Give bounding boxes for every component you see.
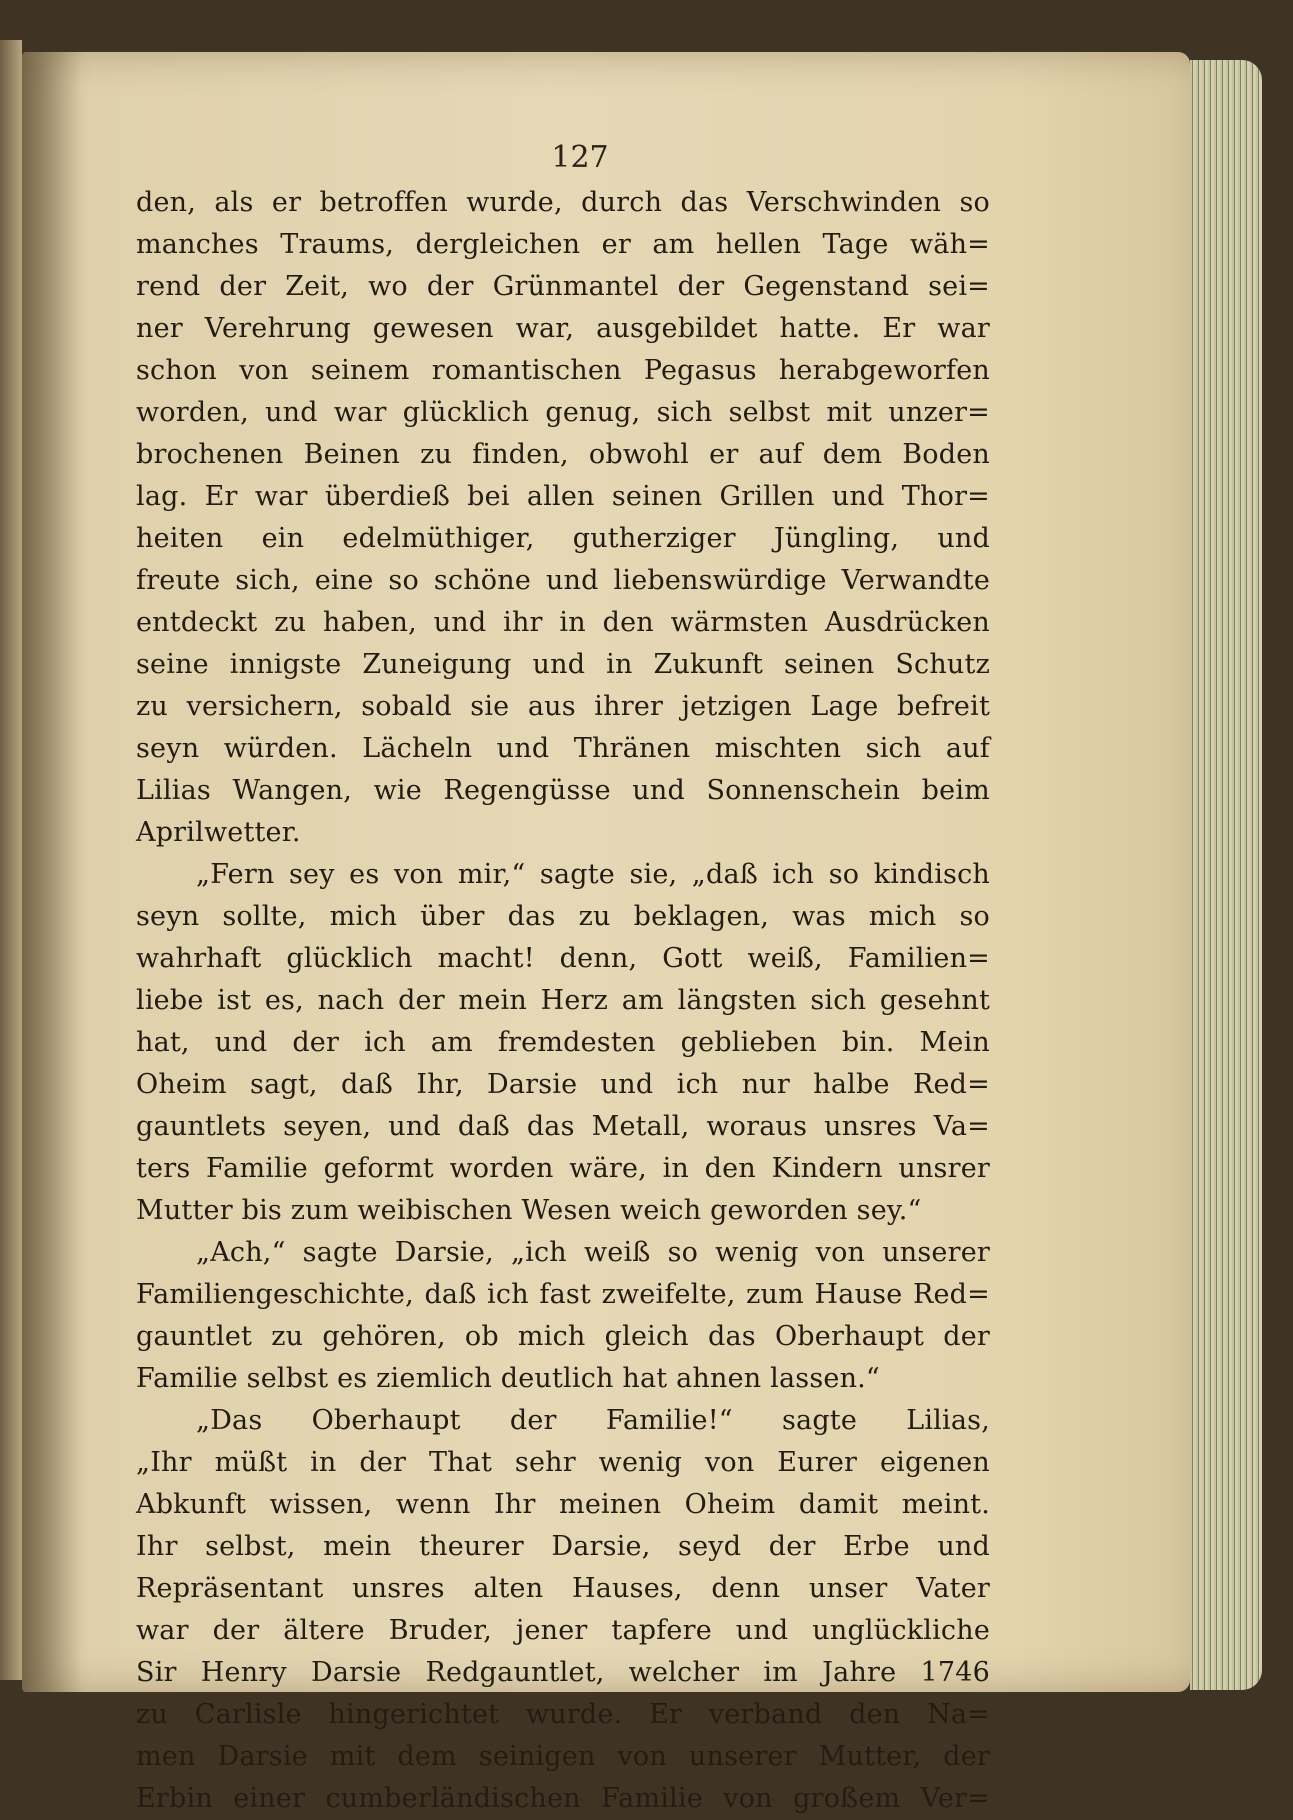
text-line: Abkunft wissen, wenn Ihr meinen Oheim damit meint.	[136, 1489, 990, 1520]
text-line: schon von seinem romantischen Pegasus herabgeworfen	[136, 355, 990, 386]
binding-shadow	[22, 52, 82, 1692]
text-line: Sir Henry Darsie Redgauntlet, welcher im Jahre 1746	[136, 1657, 990, 1688]
text-line: Repräsentant unsres alten Hauses, denn unser Vater	[136, 1573, 990, 1604]
left-page-edge	[0, 40, 22, 1680]
text-line: Aprilwetter.	[136, 817, 301, 848]
text-line: Lilias Wangen, wie Regengüsse und Sonnenschein beim	[136, 775, 990, 806]
text-line: zu versichern, sobald sie aus ihrer jetzigen Lage befreit	[136, 691, 990, 722]
text-line: den, als er betroffen wurde, durch das Verschwinden so	[136, 187, 990, 218]
text-line: wahrhaft glücklich macht! denn, Gott weiß, Familien=	[136, 943, 990, 974]
page-edges	[1190, 60, 1262, 1690]
text-line: brochenen Beinen zu finden, obwohl er auf dem Boden	[136, 439, 990, 470]
text-line: seyn sollte, mich über das zu beklagen, was mich so	[136, 901, 990, 932]
text-line: men Darsie mit dem seinigen von unserer Mutter, der	[136, 1741, 990, 1772]
text-line: freute sich, eine so schöne und liebenswürdige Verwandte	[136, 565, 990, 596]
text-line: gauntlet zu gehören, ob mich gleich das Oberhaupt der	[136, 1321, 990, 1352]
text-line: rend der Zeit, wo der Grünmantel der Gegenstand sei=	[136, 271, 990, 302]
text-line: seine innigste Zuneigung und in Zukunft seinen Schutz	[136, 649, 990, 680]
page-number: 127	[551, 140, 609, 175]
text-line: liebe ist es, nach der mein Herz am längsten sich gesehnt	[136, 985, 990, 1016]
body-text	[136, 182, 990, 1820]
text-line: Familie selbst es ziemlich deutlich hat ahnen lassen.“	[136, 1363, 880, 1394]
text-line: seyn würden. Lächeln und Thränen mischten sich auf	[136, 733, 990, 764]
text-line: worden, und war glücklich genug, sich selbst mit unzer=	[136, 397, 990, 428]
text-line: ner Verehrung gewesen war, ausgebildet hatte. Er war	[136, 313, 990, 344]
text-line: entdeckt zu haben, und ihr in den wärmsten Ausdrücken	[136, 607, 990, 638]
text-line: Ihr selbst, mein theurer Darsie, seyd der Erbe und	[136, 1531, 990, 1562]
text-line: Familiengeschichte, daß ich fast zweifelte, zum Hause Red=	[136, 1279, 990, 1310]
text-line: heiten ein edelmüthiger, gutherziger Jüngling, und	[136, 523, 990, 554]
text-line: Erbin einer cumberländischen Familie von großem Ver=	[136, 1783, 990, 1814]
text-line: gauntlets seyen, und daß das Metall, woraus unsres Va=	[136, 1111, 990, 1142]
text-line: Oheim sagt, daß Ihr, Darsie und ich nur halbe Red=	[136, 1069, 990, 1100]
text-line: „Das Oberhaupt der Familie!“ sagte Lilias,	[196, 1405, 990, 1436]
text-line: manches Traums, dergleichen er am hellen Tage wäh=	[136, 229, 990, 260]
text-line: lag. Er war überdieß bei allen seinen Grillen und Thor=	[136, 481, 990, 512]
text-line: war der ältere Bruder, jener tapfere und unglückliche	[136, 1615, 990, 1646]
text-line: Mutter bis zum weibischen Wesen weich geworden sey.“	[136, 1195, 922, 1226]
text-line: „Ach,“ sagte Darsie, „ich weiß so wenig von unserer	[196, 1237, 990, 1268]
text-line: „Fern sey es von mir,“ sagte sie, „daß ich so kindisch	[196, 859, 990, 890]
text-line: hat, und der ich am fremdesten geblieben bin. Mein	[136, 1027, 990, 1058]
text-line: ters Familie geformt worden wäre, in den Kindern unsrer	[136, 1153, 990, 1184]
text-line: zu Carlisle hingerichtet wurde. Er verband den Na=	[136, 1699, 990, 1730]
text-line: „Ihr müßt in der That sehr wenig von Eurer eigenen	[136, 1447, 990, 1478]
